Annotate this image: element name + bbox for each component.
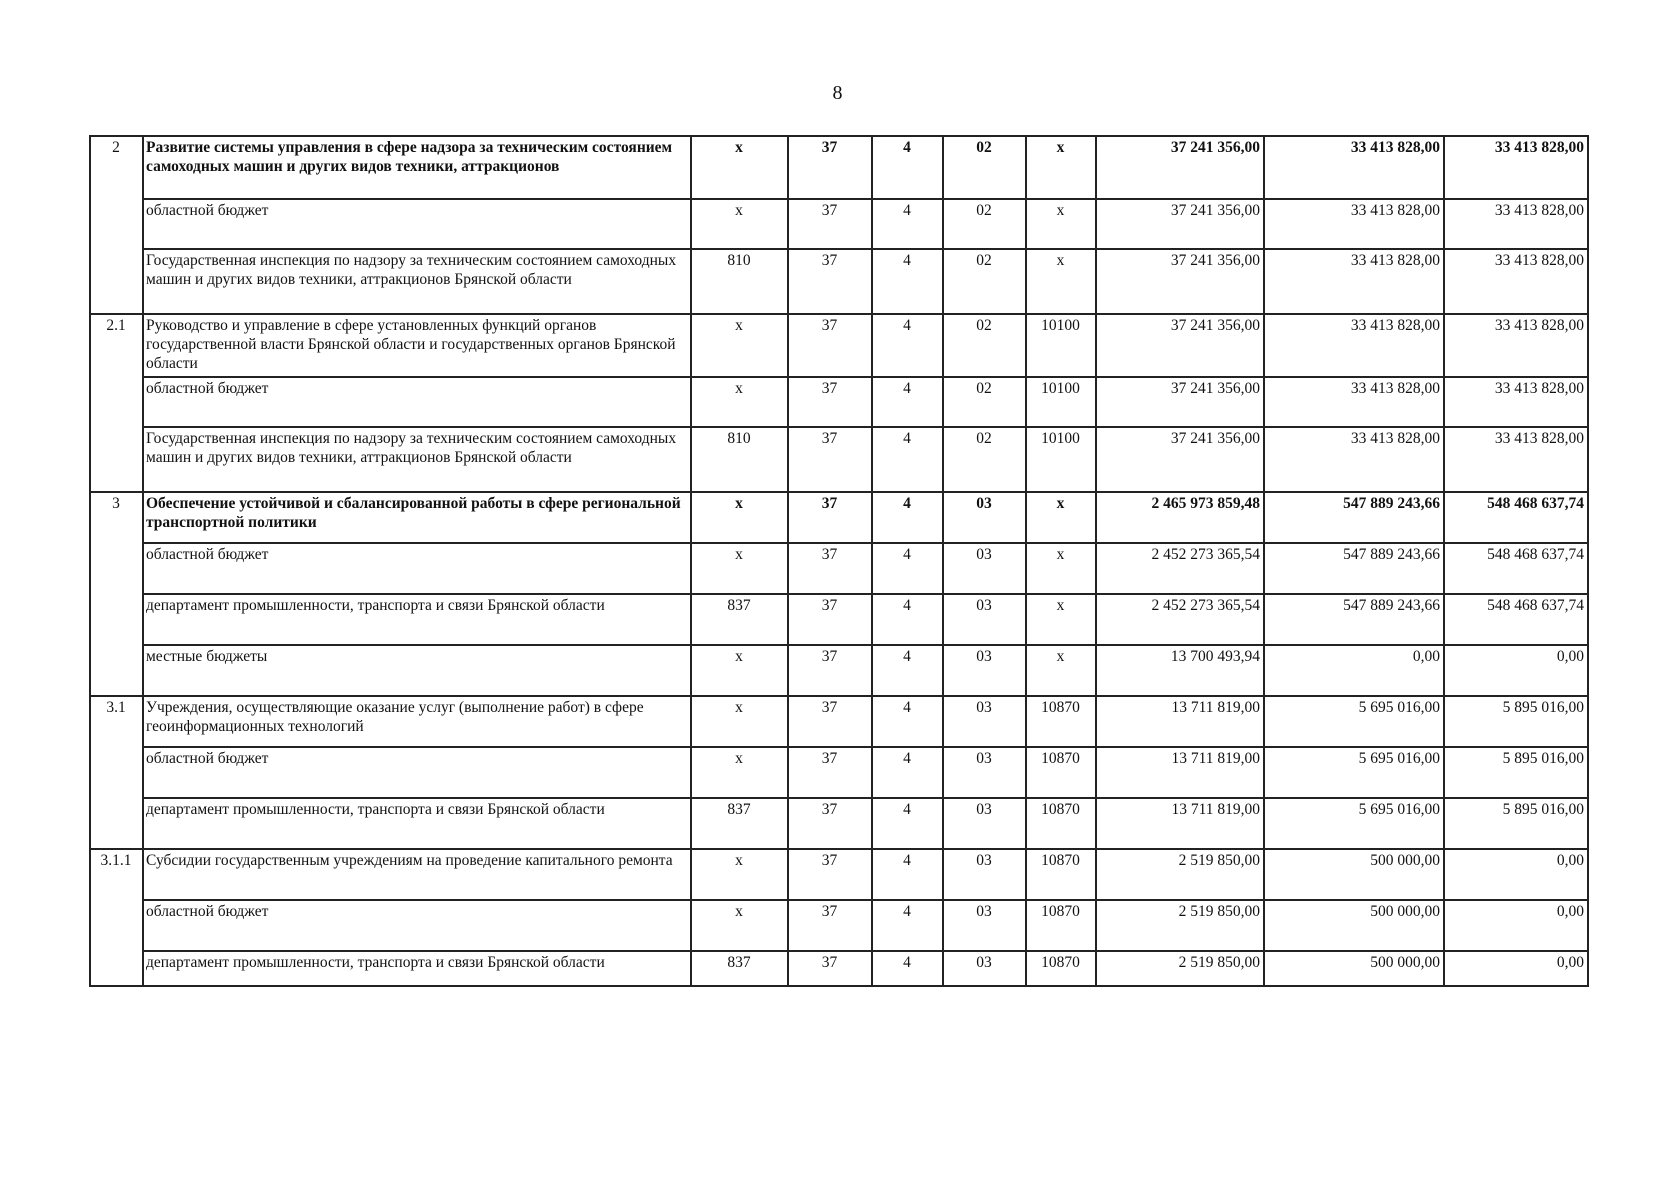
direction-code: 10870: [1026, 798, 1096, 849]
amount-year-1: 13 711 819,00: [1096, 798, 1264, 849]
table-row: [90, 492, 1588, 543]
program-code: 37: [788, 696, 872, 747]
amount-year-3: 33 413 828,00: [1444, 427, 1588, 492]
table-row: [90, 951, 1588, 986]
type-code: 4: [872, 199, 943, 249]
type-code: 4: [872, 492, 943, 543]
table-row: [90, 900, 1588, 951]
amount-year-2: 547 889 243,66: [1264, 594, 1444, 645]
type-code: 4: [872, 798, 943, 849]
table-row: [90, 594, 1588, 645]
subprogram-code: 03: [943, 594, 1026, 645]
amount-year-1: 2 452 273 365,54: [1096, 543, 1264, 594]
amount-year-1: 37 241 356,00: [1096, 314, 1264, 377]
table-row: [90, 249, 1588, 314]
direction-code: 10100: [1026, 314, 1096, 377]
direction-code: х: [1026, 136, 1096, 199]
table-row: [90, 136, 1588, 199]
amount-year-1: 2 519 850,00: [1096, 951, 1264, 986]
program-code: 37: [788, 492, 872, 543]
amount-year-3: 5 895 016,00: [1444, 696, 1588, 747]
amount-year-1: 37 241 356,00: [1096, 136, 1264, 199]
amount-year-3: 5 895 016,00: [1444, 747, 1588, 798]
amount-year-2: 5 695 016,00: [1264, 798, 1444, 849]
program-code: 37: [788, 798, 872, 849]
amount-year-2: 33 413 828,00: [1264, 136, 1444, 199]
row-description: департамент промышленности, транспорта и связи Брянской области: [143, 951, 691, 986]
amount-year-2: 500 000,00: [1264, 849, 1444, 900]
amount-year-3: 548 468 637,74: [1444, 594, 1588, 645]
amount-year-3: 548 468 637,74: [1444, 492, 1588, 543]
subprogram-code: 02: [943, 377, 1026, 427]
row-description: областной бюджет: [143, 747, 691, 798]
amount-year-1: 2 465 973 859,48: [1096, 492, 1264, 543]
amount-year-1: 37 241 356,00: [1096, 427, 1264, 492]
direction-code: х: [1026, 543, 1096, 594]
row-description: областной бюджет: [143, 199, 691, 249]
amount-year-1: 13 700 493,94: [1096, 645, 1264, 696]
subprogram-code: 03: [943, 951, 1026, 986]
type-code: 4: [872, 696, 943, 747]
row-description: областной бюджет: [143, 900, 691, 951]
program-code: 37: [788, 136, 872, 199]
row-description: Развитие системы управления в сфере надзора за техническим состоянием самоходных машин и других видов техники, аттракционов: [143, 136, 691, 199]
row-description: департамент промышленности, транспорта и связи Брянской области: [143, 798, 691, 849]
subprogram-code: 02: [943, 249, 1026, 314]
subprogram-code: 03: [943, 849, 1026, 900]
table-row: [90, 314, 1588, 377]
row-description: департамент промышленности, транспорта и связи Брянской области: [143, 594, 691, 645]
program-code: 37: [788, 900, 872, 951]
amount-year-1: 2 519 850,00: [1096, 900, 1264, 951]
program-code: 37: [788, 314, 872, 377]
row-description: Учреждения, осуществляющие оказание услуг (выполнение работ) в сфере геоинформационных технологий: [143, 696, 691, 747]
amount-year-2: 33 413 828,00: [1264, 314, 1444, 377]
direction-code: х: [1026, 249, 1096, 314]
amount-year-2: 33 413 828,00: [1264, 427, 1444, 492]
subprogram-code: 03: [943, 747, 1026, 798]
direction-code: 10100: [1026, 377, 1096, 427]
direction-code: 10100: [1026, 427, 1096, 492]
subprogram-code: 02: [943, 136, 1026, 199]
amount-year-1: 37 241 356,00: [1096, 199, 1264, 249]
program-code: 37: [788, 849, 872, 900]
amount-year-2: 33 413 828,00: [1264, 249, 1444, 314]
admin-code: 810: [691, 249, 788, 314]
admin-code: х: [691, 645, 788, 696]
amount-year-2: 0,00: [1264, 645, 1444, 696]
row-description: Субсидии государственным учреждениям на проведение капитального ремонта: [143, 849, 691, 900]
subprogram-code: 03: [943, 696, 1026, 747]
subprogram-code: 02: [943, 199, 1026, 249]
subprogram-code: 03: [943, 645, 1026, 696]
direction-code: 10870: [1026, 696, 1096, 747]
amount-year-1: 13 711 819,00: [1096, 696, 1264, 747]
amount-year-1: 37 241 356,00: [1096, 249, 1264, 314]
program-code: 37: [788, 427, 872, 492]
budget-table: [89, 135, 1589, 987]
row-number: 3.1.1: [90, 849, 143, 986]
subprogram-code: 02: [943, 427, 1026, 492]
amount-year-3: 0,00: [1444, 900, 1588, 951]
type-code: 4: [872, 747, 943, 798]
program-code: 37: [788, 951, 872, 986]
amount-year-3: 33 413 828,00: [1444, 136, 1588, 199]
admin-code: х: [691, 900, 788, 951]
row-description: Обеспечение устойчивой и сбалансированной работы в сфере региональной транспортной политики: [143, 492, 691, 543]
amount-year-3: 5 895 016,00: [1444, 798, 1588, 849]
row-description: Государственная инспекция по надзору за техническим состоянием самоходных машин и других видов техники, аттракционов Брянской области: [143, 427, 691, 492]
direction-code: 10870: [1026, 747, 1096, 798]
amount-year-3: 33 413 828,00: [1444, 377, 1588, 427]
amount-year-3: 33 413 828,00: [1444, 199, 1588, 249]
amount-year-1: 2 519 850,00: [1096, 849, 1264, 900]
type-code: 4: [872, 645, 943, 696]
row-description: областной бюджет: [143, 543, 691, 594]
program-code: 37: [788, 747, 872, 798]
direction-code: х: [1026, 199, 1096, 249]
row-description: Государственная инспекция по надзору за техническим состоянием самоходных машин и других видов техники, аттракционов Брянской области: [143, 249, 691, 314]
type-code: 4: [872, 951, 943, 986]
program-code: 37: [788, 199, 872, 249]
table-row: [90, 199, 1588, 249]
program-code: 37: [788, 543, 872, 594]
table-row: [90, 427, 1588, 492]
program-code: 37: [788, 249, 872, 314]
amount-year-3: 548 468 637,74: [1444, 543, 1588, 594]
admin-code: 810: [691, 427, 788, 492]
type-code: 4: [872, 543, 943, 594]
type-code: 4: [872, 377, 943, 427]
row-description: Руководство и управление в сфере установленных функций органов государственной власти Брянской области и государственных органов Брянской области: [143, 314, 691, 377]
admin-code: х: [691, 492, 788, 543]
amount-year-2: 500 000,00: [1264, 900, 1444, 951]
amount-year-2: 5 695 016,00: [1264, 747, 1444, 798]
direction-code: х: [1026, 645, 1096, 696]
type-code: 4: [872, 136, 943, 199]
row-number: 3.1: [90, 696, 143, 849]
admin-code: 837: [691, 951, 788, 986]
subprogram-code: 02: [943, 314, 1026, 377]
amount-year-2: 547 889 243,66: [1264, 492, 1444, 543]
row-number: 2.1: [90, 314, 143, 492]
subprogram-code: 03: [943, 492, 1026, 543]
admin-code: х: [691, 314, 788, 377]
direction-code: 10870: [1026, 951, 1096, 986]
amount-year-2: 33 413 828,00: [1264, 377, 1444, 427]
amount-year-3: 33 413 828,00: [1444, 249, 1588, 314]
type-code: 4: [872, 900, 943, 951]
type-code: 4: [872, 594, 943, 645]
admin-code: х: [691, 747, 788, 798]
admin-code: х: [691, 199, 788, 249]
row-number: 2: [90, 136, 143, 314]
admin-code: 837: [691, 594, 788, 645]
type-code: 4: [872, 427, 943, 492]
type-code: 4: [872, 249, 943, 314]
type-code: 4: [872, 314, 943, 377]
table-row: [90, 696, 1588, 747]
amount-year-3: 0,00: [1444, 849, 1588, 900]
table-row: [90, 849, 1588, 900]
amount-year-2: 547 889 243,66: [1264, 543, 1444, 594]
amount-year-2: 33 413 828,00: [1264, 199, 1444, 249]
program-code: 37: [788, 594, 872, 645]
amount-year-3: 33 413 828,00: [1444, 314, 1588, 377]
admin-code: х: [691, 377, 788, 427]
admin-code: х: [691, 696, 788, 747]
direction-code: 10870: [1026, 849, 1096, 900]
table-row: [90, 747, 1588, 798]
amount-year-3: 0,00: [1444, 645, 1588, 696]
direction-code: х: [1026, 492, 1096, 543]
direction-code: 10870: [1026, 900, 1096, 951]
table-row: [90, 377, 1588, 427]
subprogram-code: 03: [943, 798, 1026, 849]
row-description: областной бюджет: [143, 377, 691, 427]
amount-year-2: 500 000,00: [1264, 951, 1444, 986]
page-number: 8: [832, 82, 843, 104]
table-row: [90, 798, 1588, 849]
table-row: [90, 543, 1588, 594]
admin-code: х: [691, 136, 788, 199]
row-number: 3: [90, 492, 143, 696]
direction-code: х: [1026, 594, 1096, 645]
amount-year-1: 2 452 273 365,54: [1096, 594, 1264, 645]
amount-year-2: 5 695 016,00: [1264, 696, 1444, 747]
admin-code: х: [691, 543, 788, 594]
program-code: 37: [788, 645, 872, 696]
admin-code: 837: [691, 798, 788, 849]
amount-year-3: 0,00: [1444, 951, 1588, 986]
amount-year-1: 13 711 819,00: [1096, 747, 1264, 798]
table-row: [90, 645, 1588, 696]
amount-year-1: 37 241 356,00: [1096, 377, 1264, 427]
row-description: местные бюджеты: [143, 645, 691, 696]
subprogram-code: 03: [943, 543, 1026, 594]
program-code: 37: [788, 377, 872, 427]
admin-code: х: [691, 849, 788, 900]
type-code: 4: [872, 849, 943, 900]
subprogram-code: 03: [943, 900, 1026, 951]
